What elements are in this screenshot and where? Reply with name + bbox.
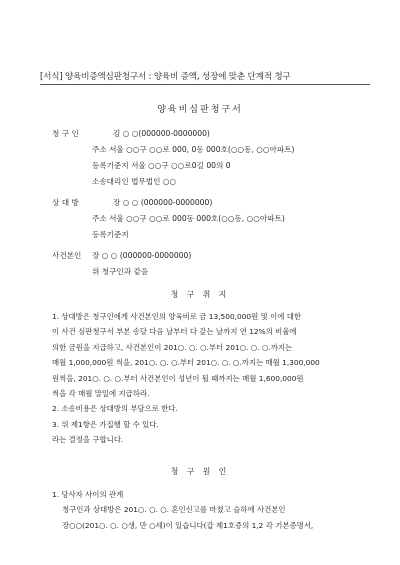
respondent-name: 장 ○ ○ (000000-0000000) (113, 198, 213, 207)
principal-note: 위 청구인과 같음 (92, 267, 149, 276)
respondent-address: 주소 서울 ○○구 ○○로 000동 000호(○○동, ○○아파트) (92, 214, 285, 223)
respondent-registry: 등록기준지 (92, 230, 129, 239)
purpose-line: 라는 결정을 구합니다. (52, 435, 124, 445)
cause-line: 1. 당사자 사이의 관계 (52, 490, 124, 499)
form-header: [서식] 양육비증액심판청구서 : 양육비 증액, 성장에 맞춘 단계적 청구 (40, 72, 291, 82)
purpose-paragraph (52, 309, 382, 448)
claimant-registry: 등록기준지 서울 ○○구 ○○로0길 00의 0 (92, 161, 231, 170)
principal-label: 사건본인 (52, 251, 82, 260)
cause-line: 장○○(201○. ○. ○생, 만 ○세)이 있습니다(갑 제1호증의 1,2 각 기본증명서, (62, 520, 314, 530)
cause-paragraph (52, 487, 382, 533)
document-title: 양육비심판청구서 (157, 105, 243, 115)
header-divider (40, 84, 370, 85)
purpose-line: 이 사건 심판청구서 부본 송달 다음 날부터 다 갚는 날까지 연 12%의 비율에 (52, 327, 297, 337)
claimant-address: 주소 서울 ○○구 ○○로 000, 0동 000호(○○동, ○○아파트) (92, 145, 295, 154)
purpose-title: 청 구 취 지 (170, 290, 230, 299)
cause-line: 청구인과 상대방은 201○. ○. ○. 혼인신고를 마쳤고 슬하에 사건본인 (62, 505, 286, 515)
purpose-line: 매월 1,000,000원 씩을, 201○. ○. ○.부터 201○. ○. ○.까지는 매월 1,300,000 (52, 358, 320, 368)
purpose-line: 씩을 각 매월 말일에 지급하라. (52, 389, 150, 399)
claimant-label: 청 구 인 (52, 129, 79, 138)
purpose-line: 1. 상대방은 청구인에게 사건본인의 양육비로 금 13,500,000원 및 이에 대한 (52, 312, 301, 321)
claimant-agent: 소송대리인 법무법인 ○○ (92, 177, 177, 186)
principal-name: 장 ○ ○ (000000-0000000) (92, 251, 192, 260)
purpose-line: 원씩을, 201○. ○. ○.부터 사건본인이 성년이 될 때까지는 매월 1,600,000원 (52, 373, 304, 383)
respondent-label: 상 대 방 (52, 198, 79, 207)
claimant-name: 김 ○ ○(000000-0000000) (113, 129, 210, 138)
purpose-line: 의한 금원을 지급하고, 사건본인이 201○. ○. ○.부터 201○. ○. ○.까지는 (52, 342, 293, 352)
purpose-line: 3. 위 제1항은 가집행 할 수 있다. (52, 419, 159, 429)
purpose-line: 2. 소송비용은 상대방의 부담으로 한다. (52, 404, 178, 414)
cause-title: 청 구 원 인 (170, 467, 230, 476)
